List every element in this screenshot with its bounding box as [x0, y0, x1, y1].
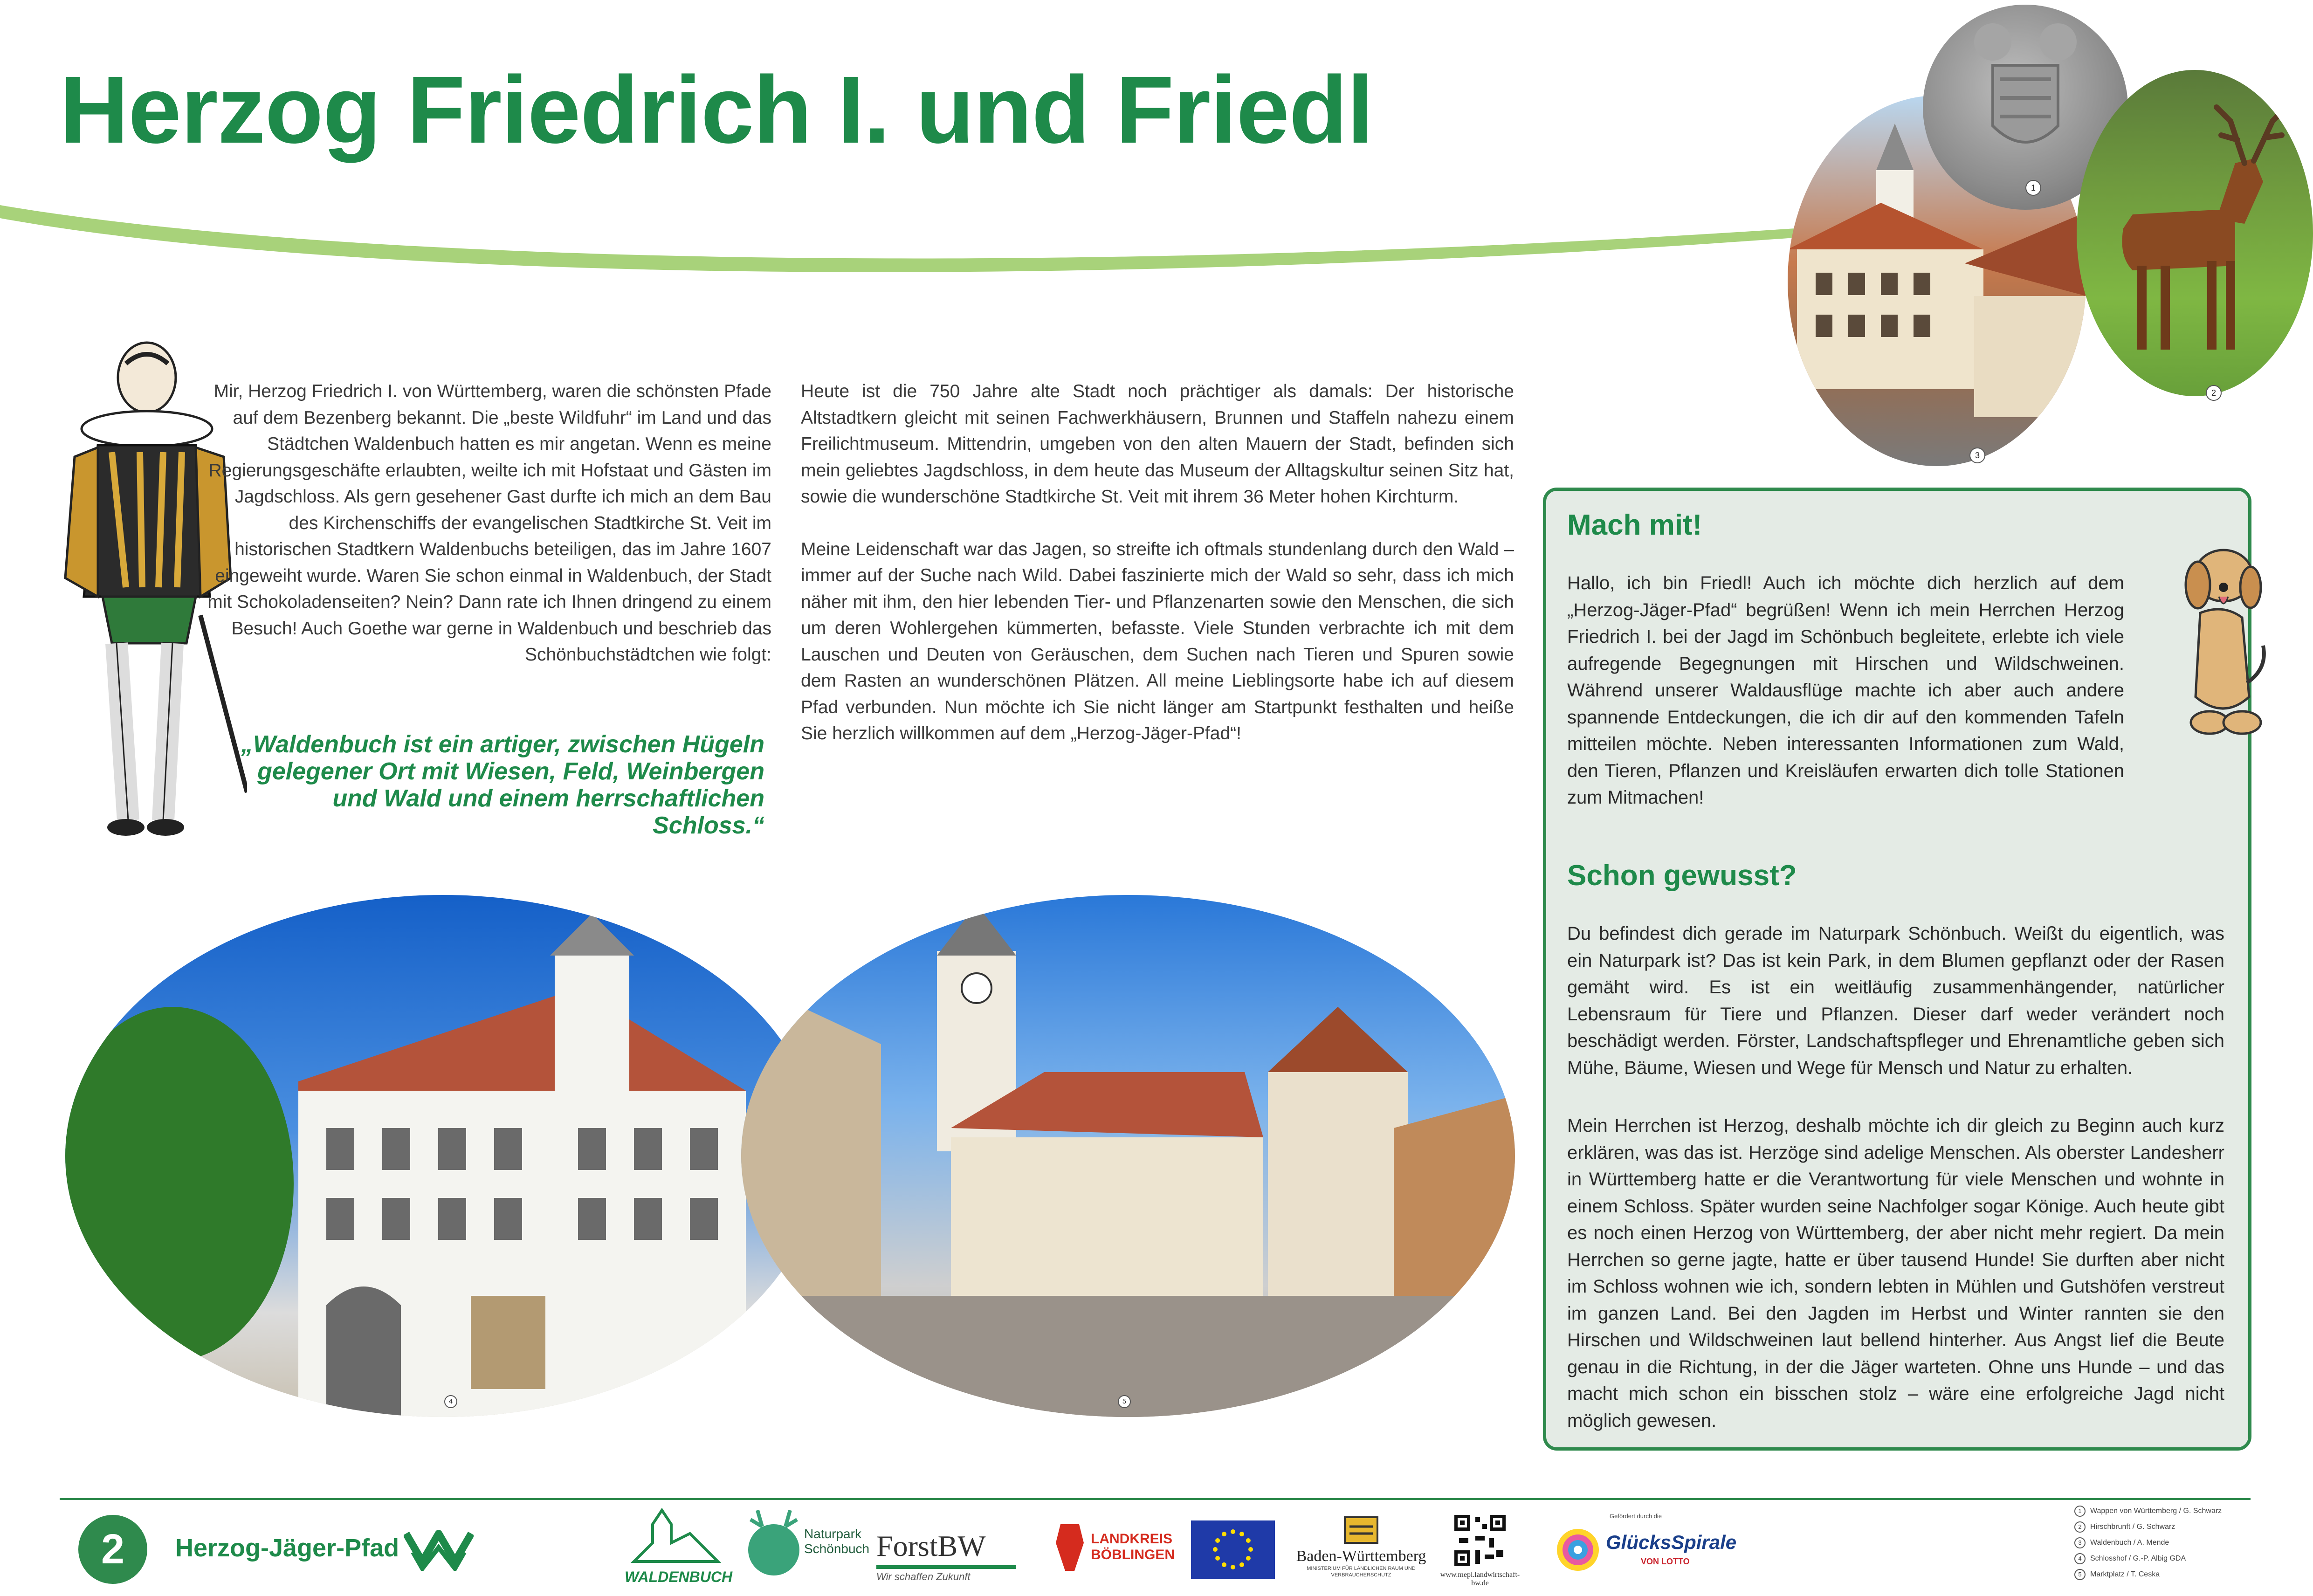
info-box	[1543, 488, 2251, 1451]
middle-paragraph-1: Heute ist die 750 Jahre alte Stadt noch prächtiger als damals: Der historische Altstadtkern gleicht mit seinen Fachwerkhäusern, Brunnen und Staffeln nahezu einem Freilichtmuseum. Mittendrin, umgeben von den alten Mauern der Stadt, befinden sich mein geliebtes Jagdschloss, in dem heute das Museum der Alltagskultur seinen Sitz hat, sowie die wunderschöne Stadtkirche St. Veit mit ihrem 36 Meter hohen Kirchturm.	[801, 381, 1514, 507]
footer-divider	[60, 1498, 2251, 1500]
landkreis-boeblingen-logo: LANDKREIS BÖBLINGEN	[1051, 1515, 1172, 1578]
waldenbuch-logo: WALDENBUCH	[625, 1506, 727, 1589]
schon-gewusst-text-2: Mein Herrchen ist Herzog, deshalb möchte ich dir gleich zu Beginn auch kurz erklären, was das ist. Herzöge sind adelige Menschen. Als oberster Landesherr in Württemberg hatte er die Verantwortung für viele Menschen und wohnte in einem Schloss. Später wurden seine Nachfolger sogar Könige. Auch heute gibt es noch einen Herzog von Württemberg, der aber nicht mehr regiert. Da mein Herrchen so gerne jagte, hatte er über tausend Hunde! Sie durften aber nicht im Schloss wohnen wie ich, sondern lebten in Mühlen und Gutshöfen verstreut im ganzen Land. Bei den Jagden im Herbst und Winter rannten sie den Hirschen und Wildschweinen laut bellend hinterher. Aus Angst lief die Beute genau in die Richtung, in der die Jäger warteten. Ohne uns Hunde – und das macht mich schon ein bisschen stolz – wäre eine erfolgreiche Jagd nicht möglich gewesen.	[1567, 1115, 2224, 1431]
middle-paragraph-2: Meine Leidenschaft war das Jagen, so streifte ich oftmals stundenlang durch den Wald – immer auf der Suche nach Wild. Dabei faszinierte mich der Wald so sehr, dass ich mich näher mit ihm, den hier lebenden Tier- und Pflanzenarten sowie den Menschen, die sich um deren Wohlergehen kümmerten, befasste. Viele Stunden verbrachte ich mit dem Lauschen und Deuten von Geräuschen, dem Suchen nach Tieren und Spuren sowie dem Rasten an wunderschönen Plätzen. All meine Lieblingsorte habe ich auf diesem Pfad verbunden. Nun möchte ich Sie nicht länger am Startpunkt festhalten und heiße Sie herzlich willkommen auf dem „Herzog-Jäger-Pfad“!	[801, 539, 1514, 743]
friedl-dog-illustration	[2168, 543, 2275, 743]
schon-gewusst-text-1: Du befindest dich gerade im Naturpark Schönbuch. Weißt du eigentlich, was ein Naturpark ist? Das ist kein Park, in dem Blumen gepflanzt oder der Rasen gemäht wird. Es ist ein weitläufig zusammenhängender, natürlicher Lebensraum für Tiere und Pflanzen. Dieser darf weder verändert noch beschädigt werden. Förster, Landschaftspfleger und Ehrenamtliche geben sich Mühe, Bäume, Wiesen und Wege für Mensch und Natur zu erhalten.	[1567, 923, 2224, 1078]
photo-label-5: 5	[1118, 1395, 1131, 1408]
photo-label-4: 4	[444, 1395, 457, 1408]
credit-3: 3 Waldenbuch / A. Mende	[2074, 1535, 2222, 1551]
page-title: Herzog Friedrich I. und Friedl	[60, 56, 1373, 163]
naturpark-logo: Naturpark Schönbuch	[748, 1508, 860, 1587]
credit-5: 5 Marktplatz / T. Ceska	[2074, 1567, 2222, 1582]
photo-market-square	[741, 895, 1515, 1417]
photo-red-deer	[2077, 70, 2313, 396]
baden-wuerttemberg-logo: Baden-Württemberg MINISTERIUM FÜR LÄNDLICHEN RAUM UND VERBRAUCHERSCHUTZ	[1294, 1513, 1429, 1578]
green-swoosh	[0, 177, 1818, 284]
eu-flag-icon	[1191, 1520, 1275, 1579]
schon-gewusst-heading: Schon gewusst?	[1567, 860, 1797, 892]
trail-name: Herzog-Jäger-Pfad	[175, 1534, 399, 1562]
photo-credits	[2074, 1503, 2222, 1582]
credit-4: 4 Schlosshof / G.-P. Albig GDA	[2074, 1551, 2222, 1567]
middle-text	[801, 378, 1514, 773]
station-number-badge: 2	[78, 1515, 147, 1584]
credit-2: 2 Hirschbrunft / G. Schwarz	[2074, 1519, 2222, 1535]
forstbw-logo: ForstBW Wir schaffen Zukunft	[876, 1529, 1035, 1583]
photo-castle-courtyard	[65, 895, 820, 1417]
photo-label-2: 2	[2206, 385, 2222, 401]
trail-logo-icon	[404, 1524, 474, 1571]
mach-mit-heading: Mach mit!	[1567, 509, 1702, 541]
credit-1: 1 Wappen von Württemberg / G. Schwarz	[2074, 1503, 2222, 1519]
qr-code: www.mepl.landwirtschaft-bw.de	[1433, 1513, 1527, 1588]
mach-mit-text: Hallo, ich bin Friedl! Auch ich möchte dich herzlich auf dem „Herzog-Jäger-Pfad“ begrüßen! Wenn ich mein Herrchen Herzog Friedrich I. bei der Jagd im Schönbuch begleitete, erlebte ich viele aufregende Begegnungen mit Hirschen und Wildschweinen. Während unserer Waldausflüge machte ich aber auch andere spannende Entdeckungen, die ich dir auf den kommenden Tafeln mitteilen möchte. Neben interessanten Informationen zum Wald, den Tieren, Pflanzen und Kreisläufen erwarten dich tolle Stationen zum Mitmachen!	[1567, 573, 2124, 808]
goethe-quote: „Waldenbuch ist ein artiger, zwischen Hügeln gelegener Ort mit Wiesen, Feld, Weinbergen und Wald und einem herrschaftlichen Schloss.“	[241, 731, 764, 839]
gluecksspirale-logo: Gefördert durch die GlücksSpirale VON LOTTO	[1555, 1513, 1704, 1520]
photo-label-3: 3	[1969, 447, 1985, 463]
intro-text: Mir, Herzog Friedrich I. von Württemberg, waren die schönsten Pfade auf dem Bezenberg bekannt. Die „beste Wildfuhr“ im Land und das Städtchen Waldenbuch hatten es mir angetan. Wenn es meine Regierungsgeschäfte erlaubten, weilte ich mit Hofstaat und Gästen im Jagdschloss. Als gern gesehener Gast durfte ich mich an dem Bau des Kirchenschiffs der evangelischen Stadtkirche St. Veit im historischen Stadtkern Waldenbuchs beteiligen, das im Jahre 1607 eingeweiht wurde. Waren Sie schon einmal in Waldenbuch, der Stadt mit Schokoladenseiten? Nein? Dann rate ich Ihnen dringend zu einem Besuch! Auch Goethe war gerne in Waldenbuch und beschrieb das Schönbuchstädtchen wie folgt:	[207, 381, 771, 665]
photo-label-1: 1	[2025, 180, 2041, 196]
